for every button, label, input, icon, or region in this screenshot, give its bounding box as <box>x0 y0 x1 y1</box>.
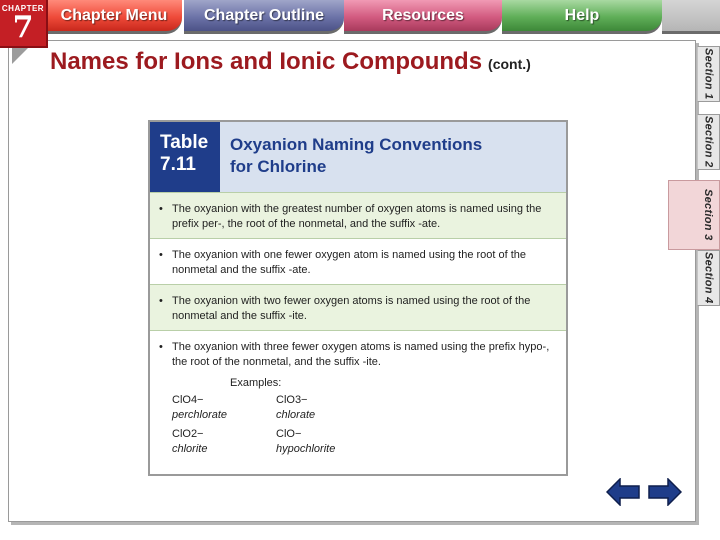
chapter-badge[interactable] <box>0 0 48 48</box>
previous-arrow-icon[interactable] <box>606 478 640 506</box>
section-3-label: Section 3 <box>702 189 714 241</box>
bullet-icon: • <box>159 295 163 307</box>
table-label-word: Table <box>160 132 209 153</box>
example-name: hypochlorite <box>276 443 336 455</box>
section-2-tab[interactable] <box>697 114 720 170</box>
table-label-number: 7.11 <box>160 154 196 175</box>
help-button[interactable]: Help <box>502 0 662 34</box>
page-title <box>50 48 531 76</box>
section-2-label: Section 2 <box>702 116 715 168</box>
example-name: chlorite <box>172 443 208 455</box>
chapter-outline-button[interactable]: Chapter Outline <box>184 0 344 34</box>
table-title-line1: Oxyanion Naming Conventions <box>230 135 483 154</box>
oxyanion-naming-table <box>148 120 568 476</box>
bullet-icon: • <box>159 203 163 215</box>
bullet-icon: • <box>159 341 163 353</box>
bullet-icon: • <box>159 249 163 261</box>
section-1-tab[interactable] <box>697 46 720 102</box>
page-title-text: Names for Ions and Ionic Compounds <box>50 48 483 75</box>
table-number-label <box>150 122 220 192</box>
table-row <box>150 284 566 330</box>
top-navigation-bar <box>0 0 720 45</box>
table-header <box>150 122 566 192</box>
table-row <box>150 192 566 238</box>
section-3-tab[interactable] <box>668 180 720 250</box>
section-4-label: Section 4 <box>702 252 715 304</box>
section-4-tab[interactable] <box>697 250 720 306</box>
example-name: chlorate <box>276 409 316 421</box>
chapter-badge-word: CHAPTER <box>1 4 45 13</box>
example-formula: ClO4− <box>172 394 204 406</box>
example-formula: ClO2− <box>172 428 204 440</box>
next-arrow-icon[interactable] <box>648 478 682 506</box>
nav-bar-end-cap <box>662 0 720 34</box>
examples-grid <box>172 393 552 461</box>
chapter-menu-button[interactable]: Chapter Menu <box>46 0 182 34</box>
rule-text: The oxyanion with three fewer oxygen atoms is named using the prefix hypo-, the root of the nonmetal, and the suffix -ite. <box>172 341 550 368</box>
table-row <box>150 238 566 284</box>
corner-arrow-icon <box>12 48 28 64</box>
table-title-line2: for Chlorine <box>230 157 327 176</box>
section-1-label: Section 1 <box>702 48 715 100</box>
examples-label: Examples: <box>230 377 282 389</box>
table-row <box>150 330 566 467</box>
page-title-suffix: (cont.) <box>488 56 531 72</box>
table-title <box>230 134 482 178</box>
example-name: perchlorate <box>172 409 228 421</box>
example-formula: ClO3− <box>276 394 308 406</box>
resources-button[interactable]: Resources <box>344 0 502 34</box>
rule-text: The oxyanion with two fewer oxygen atoms is named using the root of the nonmetal and the suffix -ite. <box>172 295 531 322</box>
example-formula: ClO− <box>276 428 302 440</box>
chapter-badge-number: 7 <box>12 10 34 45</box>
rule-text: The oxyanion with one fewer oxygen atom is named using the root of the nonmetal and the suffix -ate. <box>172 249 527 276</box>
rule-text: The oxyanion with the greatest number of oxygen atoms is named using the prefix per-, the root of the nonmetal, and the suffix -ate. <box>172 203 542 230</box>
